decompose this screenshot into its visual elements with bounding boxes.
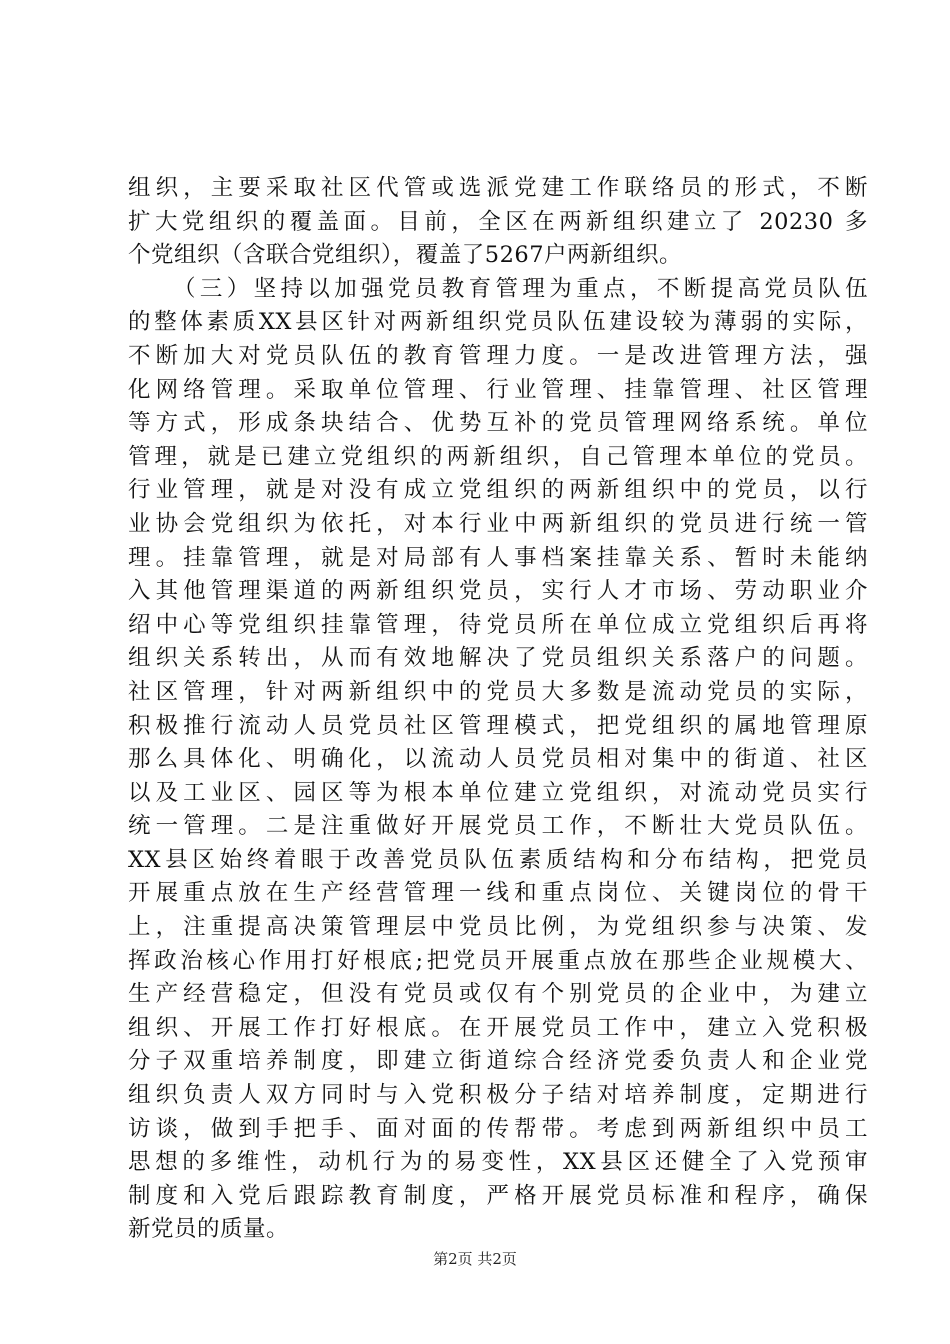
- text-line: 分子双重培养制度，即建立街道综合经济党委负责人和企业党: [128, 1048, 868, 1075]
- text-line: 以及工业区、园区等为根本单位建立党组织，对流动党员实行: [128, 779, 868, 806]
- body-text: [128, 172, 868, 1247]
- text-line: 统一管理。二是注重做好开展党员工作，不断壮大党员队伍。: [128, 813, 868, 840]
- text-line: 访谈，做到手把手、面对面的传帮带。考虑到两新组织中员工: [128, 1115, 868, 1142]
- text-line: 社区管理，针对两新组织中的党员大多数是流动党员的实际，: [128, 678, 868, 705]
- text-line: 理。挂靠管理，就是对局部有人事档案挂靠关系、暂时未能纳: [128, 544, 868, 571]
- text-line: 行业管理，就是对没有成立党组织的两新组织中的党员，以行: [128, 477, 868, 504]
- text-line: 组织关系转出，从而有效地解决了党员组织关系落户的问题。: [128, 645, 868, 672]
- text-line: 的整体素质XX县区针对两新组织党员队伍建设较为薄弱的实际，: [128, 309, 868, 336]
- text-line: 不断加大对党员队伍的教育管理力度。一是改进管理方法，强: [128, 342, 868, 369]
- page-number-footer: 第2页 共2页: [433, 1250, 517, 1268]
- text-line: 入其他管理渠道的两新组织党员，实行人才市场、劳动职业介: [128, 578, 868, 605]
- text-line: 新党员的质量。: [128, 1216, 290, 1243]
- text-line: 组织负责人双方同时与入党积极分子结对培养制度，定期进行: [128, 1082, 868, 1109]
- text-line: 上，注重提高决策管理层中党员比例，为党组织参与决策、发: [128, 914, 868, 941]
- text-line: 绍中心等党组织挂靠管理，待党员所在单位成立党组织后再将: [128, 611, 868, 638]
- text-line: 开展重点放在生产经营管理一线和重点岗位、关键岗位的骨干: [128, 880, 868, 907]
- text-line: 积极推行流动人员党员社区管理模式，把党组织的属地管理原: [128, 712, 868, 739]
- text-line: （三）坚持以加强党员教育管理为重点，不断提高党员队伍: [173, 275, 868, 302]
- text-line: 管理，就是已建立党组织的两新组织，自己管理本单位的党员。: [128, 443, 868, 470]
- text-line: 那么具体化、明确化，以流动人员党员相对集中的街道、社区: [128, 746, 868, 773]
- text-line: 生产经营稳定，但没有党员或仅有个别党员的企业中，为建立: [128, 981, 868, 1008]
- text-line: 挥政治核心作用打好根底;把党员开展重点放在那些企业规模大、: [128, 947, 868, 974]
- text-line: 扩大党组织的覆盖面。目前，全区在两新组织建立了 20230 多: [128, 208, 868, 235]
- text-line: 组织，主要采取社区代管或选派党建工作联络员的形式，不断: [128, 175, 868, 201]
- text-line: 思想的多维性，动机行为的易变性，XX县区还健全了入党预审: [128, 1149, 868, 1176]
- text-line: 化网络管理。采取单位管理、行业管理、挂靠管理、社区管理: [128, 376, 868, 403]
- text-line: 组织、开展工作打好根底。在开展党员工作中，建立入党积极: [128, 1014, 868, 1041]
- text-line: 制度和入党后跟踪教育制度，严格开展党员标准和程序，确保: [128, 1182, 868, 1209]
- text-line: 业协会党组织为依托，对本行业中两新组织的党员进行统一管: [128, 510, 868, 537]
- text-line: 等方式，形成条块结合、优势互补的党员管理网络系统。单位: [128, 410, 868, 437]
- text-line: XX县区始终着眼于改善党员队伍素质结构和分布结构，把党员: [128, 846, 868, 873]
- text-line: 个党组织（含联合党组织），覆盖了5267户两新组织。: [128, 242, 683, 269]
